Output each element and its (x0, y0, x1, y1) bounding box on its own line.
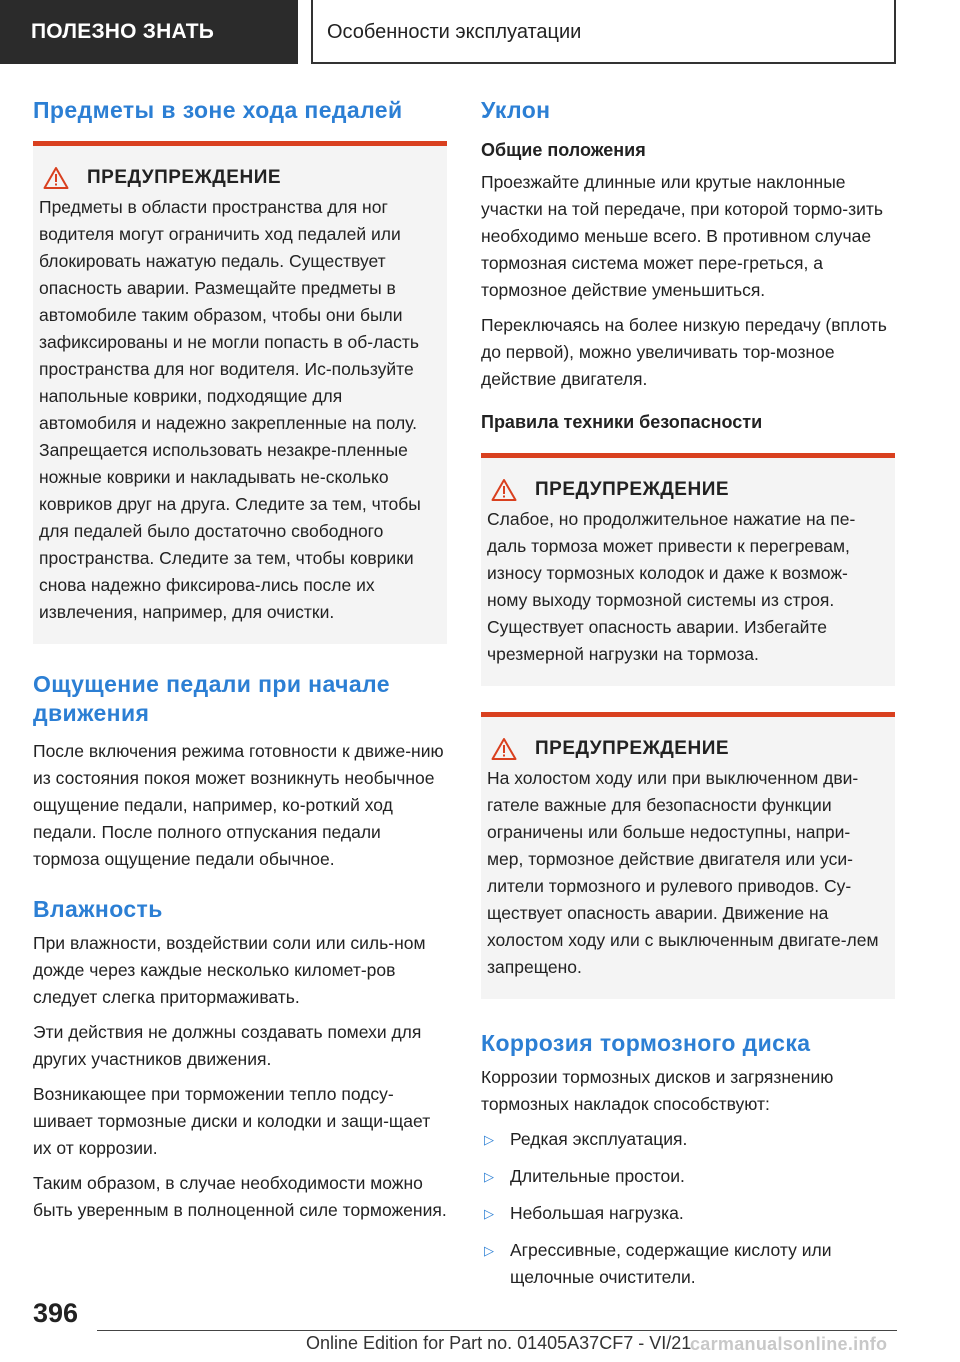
page-number: 396 (33, 1298, 79, 1328)
section-title-disc-corrosion: Коррозия тормозного диска (481, 1030, 811, 1056)
section-tab: ПОЛЕЗНО ЗНАТЬ (0, 0, 298, 64)
triangle-bullet-icon: ▷ (484, 1243, 494, 1258)
paragraph: При влажности, воздействии соли или силь-ном дожде через каждые несколько километ-ров следует слегка притормаживать. (33, 933, 426, 1007)
warning-box (481, 453, 895, 686)
watermark: carmanualsonline.info (690, 1334, 888, 1354)
warning-label: ПРЕДУПРЕЖДЕНИЕ (535, 738, 730, 759)
paragraph: Коррозии тормозных дисков и загрязнению тормозных накладок способствуют: (481, 1067, 834, 1114)
page-header (0, 0, 960, 66)
chapter-title: Особенности эксплуатации (311, 0, 896, 64)
subsection-title-general: Общие положения (481, 140, 646, 160)
list-item (481, 1237, 895, 1291)
list-item (481, 1163, 895, 1190)
paragraph: Возникающее при торможении тепло подсу-шивает тормозные диски и колодки и защи-щает их от коррозии. (33, 1084, 431, 1158)
paragraph: Проезжайте длинные или крутые наклонные участки на той передаче, при которой тормо-зить необходимо меньше всего. В противном случае тормозная система может пере-греться, а тормозное действие уменьшиться. (481, 172, 884, 300)
list-item-text: Агрессивные, содержащие кислоту или щелочные очистители. (510, 1240, 832, 1287)
bullet-list (481, 1126, 895, 1291)
list-item (481, 1126, 895, 1153)
warning-text: Слабое, но продолжительное нажатие на пе-даль тормоза может привести к перегревам, износу тормозных колодок и даже к возмож-ному выходу тормозной системы из строя. Существует опасность аварии. Избегайте чрезмерной нагрузки на тормоза. (487, 509, 856, 664)
section-title-pedal-feel: Ощущение педали при начале движения (33, 671, 390, 726)
warning-header (39, 166, 437, 190)
triangle-bullet-icon: ▷ (484, 1169, 494, 1184)
paragraph: Таким образом, в случае необходимости можно быть уверенным в полноценной силе торможения. (33, 1173, 447, 1220)
paragraph: После включения режима готовности к движе-нию из состояния покоя может возникнуть необычное ощущение педали, например, ко-роткий ход педали. После полного отпускания педали тормоза ощущение педали обычное. (33, 741, 444, 869)
warning-label: ПРЕДУПРЕЖДЕНИЕ (87, 167, 282, 188)
section-title-humidity: Влажность (33, 896, 163, 922)
section-title-slope: Уклон (481, 97, 551, 123)
warning-label: ПРЕДУПРЕЖДЕНИЕ (535, 479, 730, 500)
triangle-bullet-icon: ▷ (484, 1206, 494, 1221)
warning-box (33, 141, 447, 644)
warning-triangle-icon (43, 166, 69, 190)
paragraph: Эти действия не должны создавать помехи для других участников движения. (33, 1022, 422, 1069)
list-item-text: Небольшая нагрузка. (510, 1203, 684, 1223)
list-item-text: Длительные простои. (510, 1166, 685, 1186)
warning-text: Предметы в области пространства для ног водителя могут ограничить ход педалей или блокировать нажатую педаль. Существует опасность аварии. Размещайте предметы в автомобиле таким образом, чтобы они были зафиксированы и не могли попасть в об-ласть пространства для ног водителя. Ис-пользуйте напольные коврики, подходящие для автомобиля и надежно закрепленные на полу. Запрещается использовать незакре-пленные ножные коврики и накладывать не-сколько ковриков друг на друга. Следите за тем, чтобы для педалей было достаточно свободного пространства. Следите за тем, чтобы коврики снова надежно фиксирова-лись после их извлечения, например, для очистки. (39, 197, 421, 622)
warning-header (487, 478, 885, 502)
right-column (481, 96, 895, 1301)
triangle-bullet-icon: ▷ (484, 1132, 494, 1147)
left-column (33, 96, 447, 1232)
warning-header (487, 737, 885, 761)
warning-box (481, 712, 895, 999)
section-title-pedal-objects: Предметы в зоне хода педалей (33, 97, 403, 123)
warning-triangle-icon (491, 737, 517, 761)
edition-info: Online Edition for Part no. 01405A37CF7 - VI/21 (306, 1333, 692, 1353)
subsection-title-safety: Правила техники безопасности (481, 412, 763, 432)
list-item-text: Редкая эксплуатация. (510, 1129, 688, 1149)
warning-triangle-icon (491, 478, 517, 502)
warning-text: На холостом ходу или при выключенном дви-гателе важные для безопасности функции ограничены или больше недоступны, напри-мер, тормозное действие двигателя или уси-лители тормозного и рулевого приводов. Су-ществует опасность аварии. Движение на холостом ходу или с выключенным двигате-лем запрещено. (487, 768, 879, 977)
paragraph: Переключаясь на более низкую передачу (вплоть до первой), можно увеличивать тор-мозное действие двигателя. (481, 315, 887, 389)
footer-divider (97, 1330, 897, 1331)
list-item (481, 1200, 895, 1227)
